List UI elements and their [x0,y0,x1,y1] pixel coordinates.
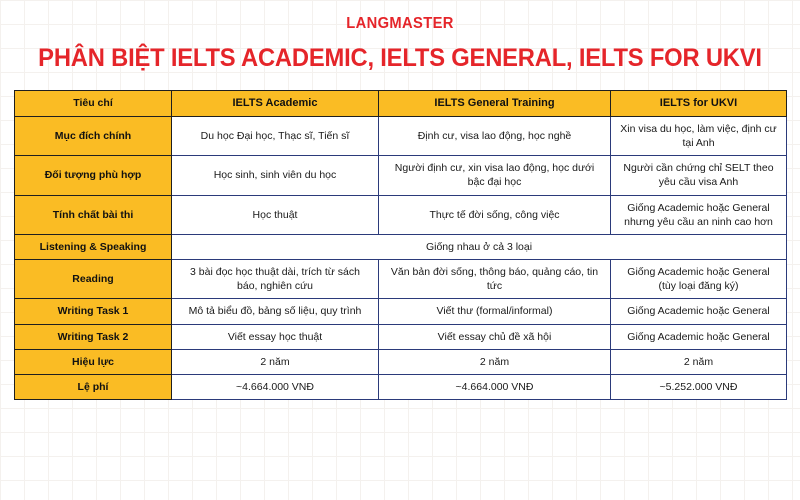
table-cell: Xin visa du học, làm việc, định cư tại Anh [611,116,787,155]
table-row [15,234,787,259]
table-cell: Thực tế đời sống, công việc [379,195,611,234]
row-label: Mục đích chính [15,116,172,155]
column-header-criteria: Tiêu chí [15,91,172,117]
table-row [15,260,787,299]
table-cell: Giống Academic hoặc General [611,324,787,349]
table-row [15,324,787,349]
row-label: Lệ phí [15,374,172,399]
table-cell: ~4.664.000 VNĐ [172,374,379,399]
table-cell: 2 năm [611,349,787,374]
table-cell: Viết thư (formal/informal) [379,299,611,324]
table-row [15,195,787,234]
table-cell: Giống nhau ở cả 3 loại [172,234,787,259]
brand-logo-text: LANGMASTER [346,15,454,32]
table-cell: Giống Academic hoặc General (tùy loại đăng ký) [611,260,787,299]
table-header-row [15,91,787,117]
table-row [15,299,787,324]
row-label: Reading [15,260,172,299]
column-header-general-training: IELTS General Training [379,91,611,117]
row-label: Writing Task 1 [15,299,172,324]
table-row [15,156,787,195]
table-cell: ~4.664.000 VNĐ [379,374,611,399]
table-cell: Viết essay chủ đề xã hội [379,324,611,349]
row-label: Tính chất bài thi [15,195,172,234]
row-label: Writing Task 2 [15,324,172,349]
table-cell: Du học Đại học, Thạc sĩ, Tiến sĩ [172,116,379,155]
table-cell: Người định cư, xin visa lao động, học dưới bậc đại học [379,156,611,195]
table-cell: 3 bài đọc học thuật dài, trích từ sách báo, nghiên cứu [172,260,379,299]
table-cell: Mô tả biểu đồ, bảng số liệu, quy trình [172,299,379,324]
table-cell: 2 năm [379,349,611,374]
table-cell: Định cư, visa lao động, học nghề [379,116,611,155]
table-cell: Giống Academic hoặc General [611,299,787,324]
table-cell: ~5.252.000 VNĐ [611,374,787,399]
table-cell: Học thuật [172,195,379,234]
ielts-comparison-table [14,90,787,400]
table-cell: Giống Academic hoặc General nhưng yêu cầu an ninh cao hơn [611,195,787,234]
table-cell: 2 năm [172,349,379,374]
row-label: Hiệu lực [15,349,172,374]
table-row [15,374,787,399]
table-head [15,91,787,117]
table-body [15,116,787,399]
column-header-ukvi: IELTS for UKVI [611,91,787,117]
page-title: PHÂN BIỆT IELTS ACADEMIC, IELTS GENERAL, IELTS FOR UKVI [38,44,762,72]
column-header-academic: IELTS Academic [172,91,379,117]
comparison-table-container [14,90,786,400]
table-row [15,116,787,155]
row-label: Listening & Speaking [15,234,172,259]
table-row [15,349,787,374]
row-label: Đối tượng phù hợp [15,156,172,195]
table-cell: Văn bản đời sống, thông báo, quảng cáo, tin tức [379,260,611,299]
table-cell: Viết essay học thuật [172,324,379,349]
table-cell: Người cần chứng chỉ SELT theo yêu cầu visa Anh [611,156,787,195]
table-cell: Học sinh, sinh viên du học [172,156,379,195]
